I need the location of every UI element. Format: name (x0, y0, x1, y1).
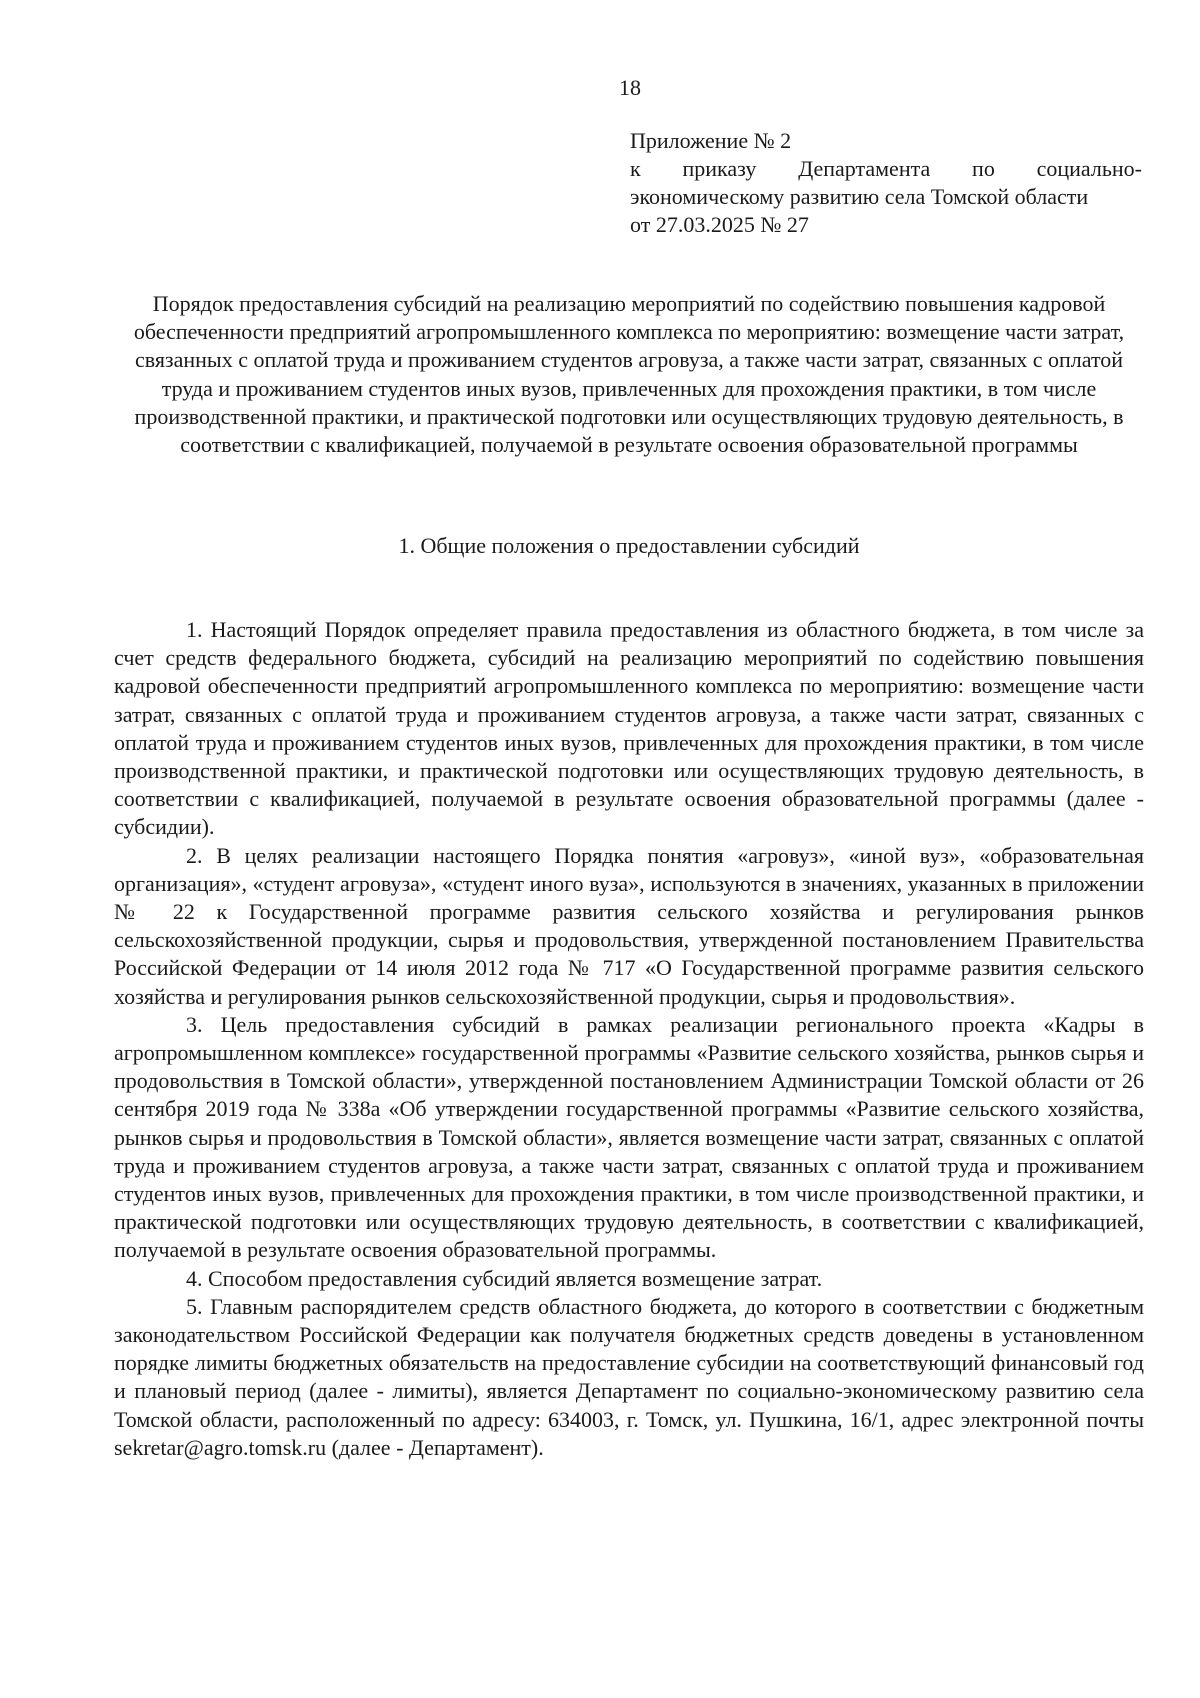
paragraph-1: 1. Настоящий Порядок определяет правила предоставления из областного бюджета, в том числе за счет средств федерального бюджета, субсидий на реализацию мероприятий по содействию повышения кадровой обеспеченности предприятий агропромышленного комплекса по мероприятию: возмещение части затрат, связанных с оплатой труда и проживанием студентов агровуза, а также части затрат, связанных с оплатой труда и проживанием студентов иных вузов, привлеченных для прохождения практики, в том числе производственной практики, и практической подготовки или осуществляющих трудовую деятельность, в соответствии с квалификацией, получаемой в результате освоения образовательной программы (далее - субсидии). (114, 617, 1144, 840)
body-text (114, 616, 1144, 1462)
document-title: Порядок предоставления субсидий на реализацию мероприятий по содействию повышения кадровой обеспеченности предприятий агропромышленного комплекса по мероприятию: возмещение части затрат, связанных с оплатой труда и проживанием студентов агровуза, а также части затрат, связанных с оплатой труда и проживанием студентов иных вузов, привлеченных для прохождения практики, в том числе производственной практики, и практической подготовки или осуществляющих трудовую деятельность, в соответствии с квалификацией, получаемой в результате освоения образовательной программы (133, 291, 1125, 458)
paragraph-3: 3. Цель предоставления субсидий в рамках реализации регионального проекта «Кадры в агропромышленном комплексе» государственной программы «Развитие сельского хозяйства, рынков сырья и продовольствия в Томской области», утвержденной постановлением Администрации Томской области от 26 сентября 2019 года № 338а «Об утверждении государственной программы «Развитие сельского хозяйства, рынков сырья и продовольствия в Томской области», является возмещение части затрат, связанных с оплатой труда и проживанием студентов агровуза, а также части затрат, связанных с оплатой труда и проживанием студентов иных вузов, привлеченных для прохождения практики, в том числе производственной практики, и практической подготовки или осуществляющих трудовую деятельность, в соответствии с квалификацией, получаемой в результате освоения образовательной программы. (114, 1011, 1144, 1263)
appendix-line-2: к приказу Департамента по социально- (630, 156, 1142, 181)
paragraph-4: 4. Способом предоставления субсидий является возмещение затрат. (186, 1265, 823, 1291)
appendix-line-4: от 27.03.2025 № 27 (630, 212, 809, 237)
paragraph-2: 2. В целях реализации настоящего Порядка понятия «агровуз», «иной вуз», «образовательная организация», «студент агровуза», «студент иного вуза», используются в значениях, указанных в приложении № 22 к Государственной программе развития сельского хозяйства и регулирования рынков сельскохозяйственной продукции, сырья и продовольствия, утвержденной постановлением Правительства Российской Федерации от 14 июля 2012 года № 717 «О Государственной программе развития сельского хозяйства и регулирования рынков сельскохозяйственной продукции, сырья и продовольствия». (114, 842, 1144, 1009)
appendix-header (630, 127, 1142, 239)
appendix-line-1: Приложение № 2 (630, 128, 792, 153)
page-number: 18 (619, 75, 641, 100)
section-heading: 1. Общие положения о предоставлении субсидий (398, 533, 860, 558)
paragraph-5: 5. Главным распорядителем средств областного бюджета, до которого в соответствии с бюджетным законодательством Российской Федерации как получателя бюджетных средств доведены в установленном порядке лимиты бюджетных обязательств на предоставление субсидии на соответствующий финансовый год и плановый период (далее - лимиты), является Департамент по социально-экономическому развитию села Томской области, расположенный по адресу: 634003, г. Томск, ул. Пушкина, 16/1, адрес электронной почты sekretar@agro.tomsk.ru (далее - Департамент). (114, 1293, 1144, 1460)
appendix-line-3: экономическому развитию села Томской области (630, 184, 1089, 209)
